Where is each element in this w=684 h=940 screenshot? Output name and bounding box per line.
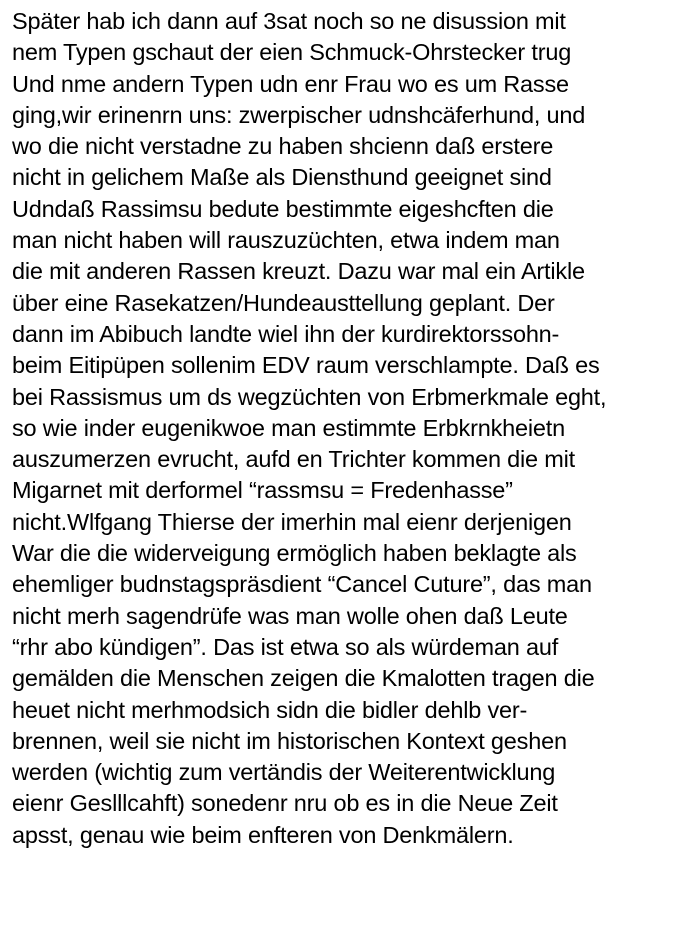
text-line: so wie inder eugenikwoe man estimmte Erbkrnkheietn [12, 414, 565, 441]
text-line: werden (wichtig zum vertändis der Weiterentwicklung [12, 759, 556, 786]
text-line: Später hab ich dann auf 3sat noch so ne disussion mit [12, 8, 566, 34]
text-line: beim Eitipüpen sollenim EDV raum verschlampte. Daß es [12, 352, 600, 379]
text-line: man nicht haben will rauszuzüchten, etwa indem man [12, 227, 560, 254]
text-line: eienr Geslllcahft) sonedenr nru ob es in die Neue Zeit [12, 790, 558, 817]
text-line: über eine Rasekatzen/Hundeausttellung geplant. Der [12, 289, 555, 316]
text-line: wo die nicht verstadne zu haben shcienn daß erstere [12, 133, 554, 160]
text-line: nicht.Wlfgang Thierse der imerhin mal eienr derjenigen [12, 508, 572, 535]
text-line: apsst, genau wie beim enfteren von Denkmälern. [12, 821, 514, 848]
text-line: dann im Abibuch landte wiel ihn der kurdirektorssohn- [12, 320, 560, 347]
text-line: War die die widerveigung ermöglich haben beklagte als [12, 540, 577, 567]
text-line: heuet nicht merhmodsich sidn die bidler dehlb ver- [12, 696, 528, 723]
text-line: die mit anderen Rassen kreuzt. Dazu war mal ein Artikle [12, 258, 585, 285]
text-line: ehemliger budnstagspräsdient “Cancel Cuture”, das man [12, 571, 592, 598]
text-line: bei Rassismus um ds wegzüchten von Erbmerkmale eght, [12, 383, 607, 410]
body-text [12, 6, 678, 851]
text-line: nicht in gelichem Maße als Diensthund geeignet sind [12, 164, 552, 191]
text-line: nicht merh sagendrüfe was man wolle ohen daß Leute [12, 602, 568, 629]
text-line: Udndaß Rassimsu bedute bestimmte eigeshcften die [12, 195, 554, 222]
text-line: auszumerzen evrucht, aufd en Trichter kommen die mit [12, 446, 575, 473]
text-line: Migarnet mit derformel “rassmsu = Fredenhasse” [12, 477, 513, 504]
text-line: Und nme andern Typen udn enr Frau wo es um Rasse [12, 70, 569, 97]
text-line: gemälden die Menschen zeigen die Kmalotten tragen die [12, 665, 595, 692]
text-line: nem Typen gschaut der eien Schmuck-Ohrstecker trug [12, 39, 572, 66]
text-line: ging,wir erinenrn uns: zwerpischer udnshcäferhund, und [12, 101, 586, 128]
text-line: “rhr abo kündigen”. Das ist etwa so als würdeman auf [12, 633, 559, 660]
text-line: brennen, weil sie nicht im historischen Kontext geshen [12, 727, 567, 754]
